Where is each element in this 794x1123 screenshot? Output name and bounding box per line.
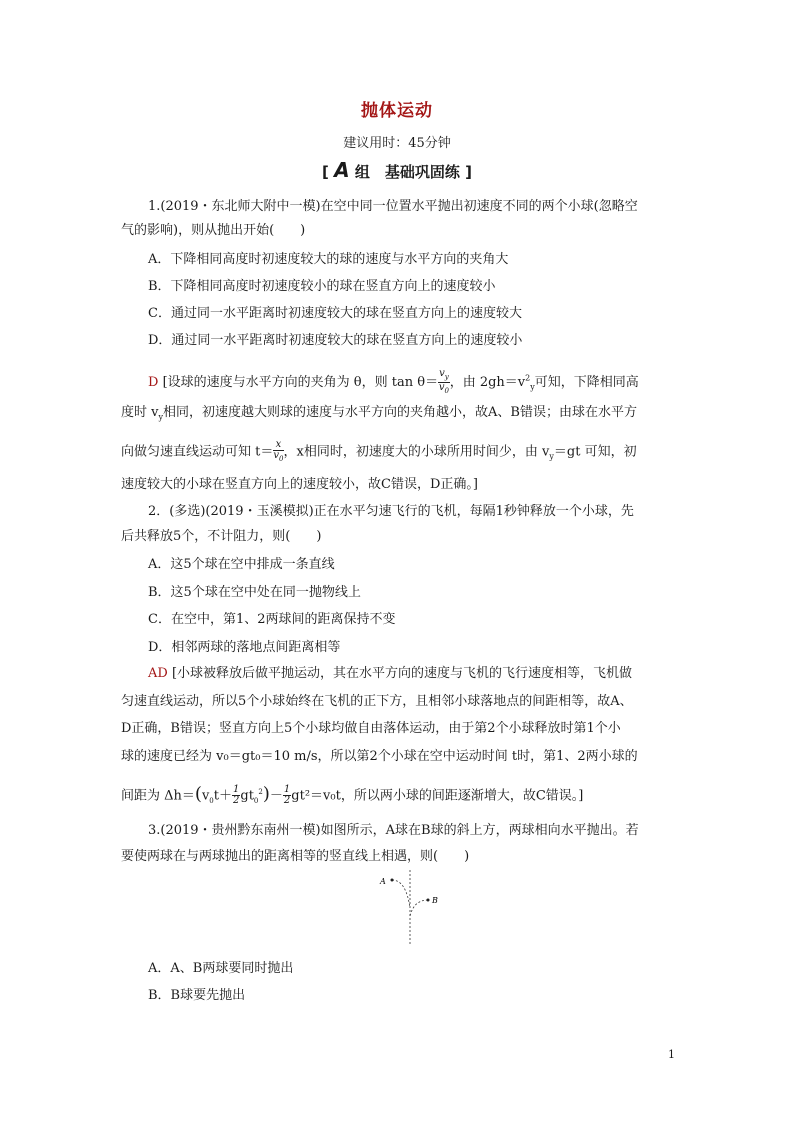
fraction-x-v0: $\frac{x}{v_0}$ [273, 439, 284, 463]
bracket-right: ] [465, 163, 472, 181]
q2-stem-line1: 2．(多选)(2019・玉溪模拟)正在水平匀速飞行的飞机，每隔1秒钟释放一个小球，先 [148, 504, 634, 519]
q1-expl-text: 可知，下降相同高 [534, 375, 639, 390]
q2-explanation-line2: 匀速直线运动，所以5个小球始终在飞机的正下方，且相邻小球落地点的间距相等，故A、 [121, 694, 633, 709]
q3-stem-line2: 要使两球在与两球抛出的距离相等的竖直线上相遇，则( ) [121, 849, 470, 864]
q2-stem-line2: 后共释放5个，不计阻力，则( ) [121, 529, 322, 544]
q1-expl-text: 相同，初速度越大则球的速度与水平方向的夹角越小，故A、B错误；由球在水平方 [163, 405, 637, 420]
q2-explanation-line5: 间距为 $\Delta h=(v_0t+$ $\frac{1}{2}$ $gt_0^2)-$ $\frac{1}{2}$ gt²＝v₀t，所以两小球的间距逐渐增大，故C错误。] [121, 783, 584, 807]
q3-option-b: B．B球要先抛出 [148, 988, 246, 1003]
q2-option-c: C．在空中，第1、2两球间的距离保持不变 [148, 612, 396, 627]
fraction-one-half: $\frac{1}{2}$ [283, 784, 291, 807]
q1-explanation-line3: 向做匀速直线运动可知 t＝ $\frac{x}{v_0}$ ，x相同时，初速度大的小球所用时间少，由 $v_y=gt$ 可知，初 [121, 439, 637, 463]
q1-explanation-line4: 速度较大的小球在竖直方向上的速度较小，故C错误，D正确。] [121, 477, 478, 492]
q1-expl-text: 向做匀速直线运动可知 [121, 444, 252, 460]
bracket-left: [ [322, 163, 329, 181]
q1-expl-text: [设球的速度与水平方向的夹角为 [162, 375, 350, 390]
q2-expl-text: － [269, 788, 283, 804]
ball-a [391, 879, 394, 882]
group-label: 组 基础巩固练 [354, 163, 460, 181]
trajectory-figure [376, 868, 456, 948]
q1-expl-text: 度时 v [121, 405, 159, 420]
q1-expl-text: v [542, 444, 550, 460]
q3-option-a: A．A、B两球要同时抛出 [148, 961, 294, 976]
page-title: 抛体运动 [361, 101, 433, 121]
q1-option-a: A．下降相同高度时初速度较大的球的速度与水平方向的夹角大 [148, 252, 509, 267]
q2-explanation-line1 [148, 665, 632, 683]
q2-expl-text: gt²＝v₀t，所以两小球的间距逐渐增大，故C错误。] [291, 788, 584, 804]
suggested-time: 建议用时：45分钟 [343, 136, 451, 151]
q1-stem-line1: 1.(2019・东北师大附中一模)在空中同一位置水平抛出初速度不同的两个小球(忽略空 [148, 199, 638, 214]
q2-option-a: A．这5个球在空中排成一条直线 [148, 557, 335, 572]
q1-expl-text: θ＝ [417, 375, 439, 390]
q1-explanation-line1: D [设球的速度与水平方向的夹角为 θ，则 tan θ＝ $\frac{v_y}{v_0}$ ，由 $2gh=v^2_y$可知，下降相同高 [148, 368, 639, 395]
trajectory-b [410, 900, 428, 916]
trajectory-a [392, 880, 410, 908]
q1-option-b: B．下降相同高度时初速度较小的球在竖直方向上的速度较小 [148, 279, 496, 294]
q1-expl-text: t＝ [255, 444, 274, 460]
q2-explanation-line4: 球的速度已经为 v₀＝gt₀＝10 m/s，所以第2个小球在空中运动时间 t时，第1、2两小球的 [121, 749, 638, 764]
q1-answer: D [148, 375, 159, 390]
fraction-one-half: $\frac{1}{2}$ [233, 784, 240, 807]
fraction-vy-v0: $\frac{v_y}{v_0}$ [438, 368, 449, 395]
label-b: B [432, 896, 438, 905]
q2-option-d: D．相邻两球的落地点间距离相等 [148, 640, 341, 655]
q2-expl-text: 间距为 Δh＝ [121, 788, 195, 804]
q2-option-b: B．这5个球在空中处在同一抛物线上 [148, 585, 361, 600]
q2-explanation-line3: D正确，B错误；竖直方向上5个小球均做自由落体运动，由于第2个小球释放时第1个小 [121, 721, 621, 736]
q1-expl-text: ，x相同时，初速度大的小球所用时间少，由 [283, 444, 538, 460]
q2-expl-text: [小球被释放后做平抛运动，其在水平方向的速度与飞机的飞行速度相等，飞机做 [171, 666, 633, 681]
q1-option-c: C．通过同一水平距离时初速度较大的球在竖直方向上的速度较大 [148, 306, 522, 321]
group-letter: A [334, 158, 350, 182]
q1-explanation-line2: 度时 $v_y$相同，初速度越大则球的速度与水平方向的夹角越小，故A、B错误；由球在水平方 [121, 405, 637, 422]
q1-option-d: D．通过同一水平距离时初速度较大的球在竖直方向上的速度较小 [148, 333, 523, 348]
page-number: 1 [668, 1048, 675, 1061]
q2-answer: AD [148, 666, 168, 681]
q1-stem-line2: 气的影响)，则从抛出开始( ) [121, 223, 306, 238]
label-a: A [380, 877, 386, 886]
section-heading [0, 158, 794, 182]
q1-expl-text: θ，则 tan [353, 375, 414, 390]
ball-b [427, 899, 430, 902]
q1-expl-text: ，由 2gh＝v [449, 375, 526, 390]
q1-expl-text: ＝gt 可知，初 [553, 444, 637, 460]
q3-stem-line1: 3.(2019・贵州黔东南州一模)如图所示，A球在B球的斜上方，两球相向水平抛出。若 [148, 823, 639, 838]
